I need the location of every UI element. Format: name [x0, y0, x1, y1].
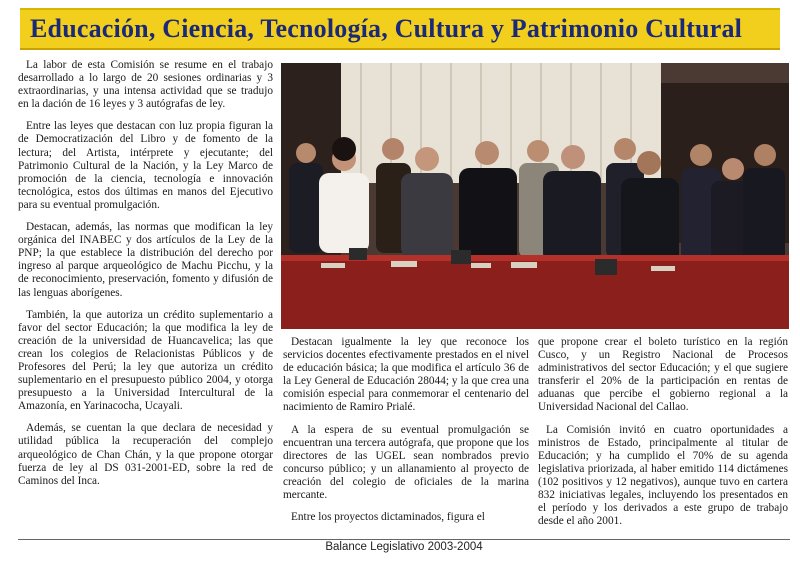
paragraph: Destacan igualmente la ley que reconoce los servicios docentes efectivamente prestados en el nivel de educación básica; la que modifica el artículo 36 de la Ley General de Educación 28044; y la que crea una comisión especial para conmemorar el centenario del nacimiento de Ramiro Prialé.: [283, 336, 529, 414]
section-header: [20, 8, 780, 50]
page-footer: [18, 537, 790, 561]
paragraph: Además, se cuentan la que declara de necesidad y utilidad pública la recuperación del complejo arqueológico de Chan Chán, y la que propone otorgar fuerza de ley al DS 031-2001-ED, sobre la red de Caminos del Inca.: [18, 422, 273, 487]
group-photo: [281, 63, 789, 329]
page-title: Educación, Ciencia, Tecnología, Cultura y Patrimonio Cultural: [30, 14, 743, 43]
paragraph: Entre las leyes que destacan con luz propia figuran la de Democratización del Libro y de fomento de la lectura; del Artista, intérprete y ejecutante; del Patrimonio Cultural de la Nación, y la Ley Marco de promoción de la ciencia, tecnología e innovación tecnológica, estos dos últimas en manos del Ejecutivo para su eventual promulgación.: [18, 120, 273, 211]
paragraph: que propone crear el boleto turístico en la región Cusco, y un Registro Nacional de Procesos administrativos del sector Educación; y el que sugiere transferir el 20% de la participación en rentas de aduanas que percibe el gobierno regional a la Universidad Nacional del Callao.: [538, 336, 788, 414]
paragraph: Entre los proyectos dictaminados, figura el: [291, 511, 485, 524]
paragraph: La Comisión invitó en cuatro oportunidades a ministros de Estado, principalmente al titular de Educación; y ha cumplido el 70% de su agenda legislativa priorizada, al haber emitido 114 dictámenes (102 positivos y 12 negativos), aunque tuvo en cartera 832 iniciativas legales, incluyendo los presentados en el período y los derivados a este grupo de trabajo desde el año 2001.: [538, 423, 788, 528]
text-column-3: [538, 336, 788, 537]
paragraph: A la espera de su eventual promulgación se encuentran una tercera autógrafa, que propone que los directores de las UGEL sean nombrados previo concurso público; y un allanamiento al proyecto de creación del colegio de oficiales de la marina mercante.: [283, 423, 529, 502]
text-column-2: [283, 336, 529, 533]
footer-text: Balance Legislativo 2003-2004: [325, 541, 483, 553]
group-photo-illustration: [281, 63, 789, 329]
footer-divider: [18, 539, 790, 540]
paragraph: La labor de esta Comisión se resume en el trabajo desarrollado a lo largo de 20 sesiones ordinarias y 3 extraordinarias, y una intensa actividad que se tradujo en la dación de 16 leyes y 3 autógrafas de ley.: [18, 59, 273, 111]
paragraph: Destacan, además, las normas que modifican la ley orgánica del INABEC y dos artículos de la Ley de la PNP; la que establece la distribución del derecho por ingreso al parque arqueológico de Machu Picchu, y la de reconocimiento, preservación, fomento y difusión de las lenguas aborígenes.: [18, 221, 273, 299]
paragraph: También, la que autoriza un crédito suplementario a favor del sector Educación; la que modifica la ley de creación de la universidad de Huancavelica; las que crean los colegios de Relacionistas Públicos y de Profesores del Perú; la ley que autoriza un crédito suplementario en el presupuesto público 2004, y otorga presupuesto a la Universidad Intercultural de la Amazonía, en Yarinacocha, Ucayali.: [18, 308, 273, 413]
text-column-1: [18, 59, 273, 497]
